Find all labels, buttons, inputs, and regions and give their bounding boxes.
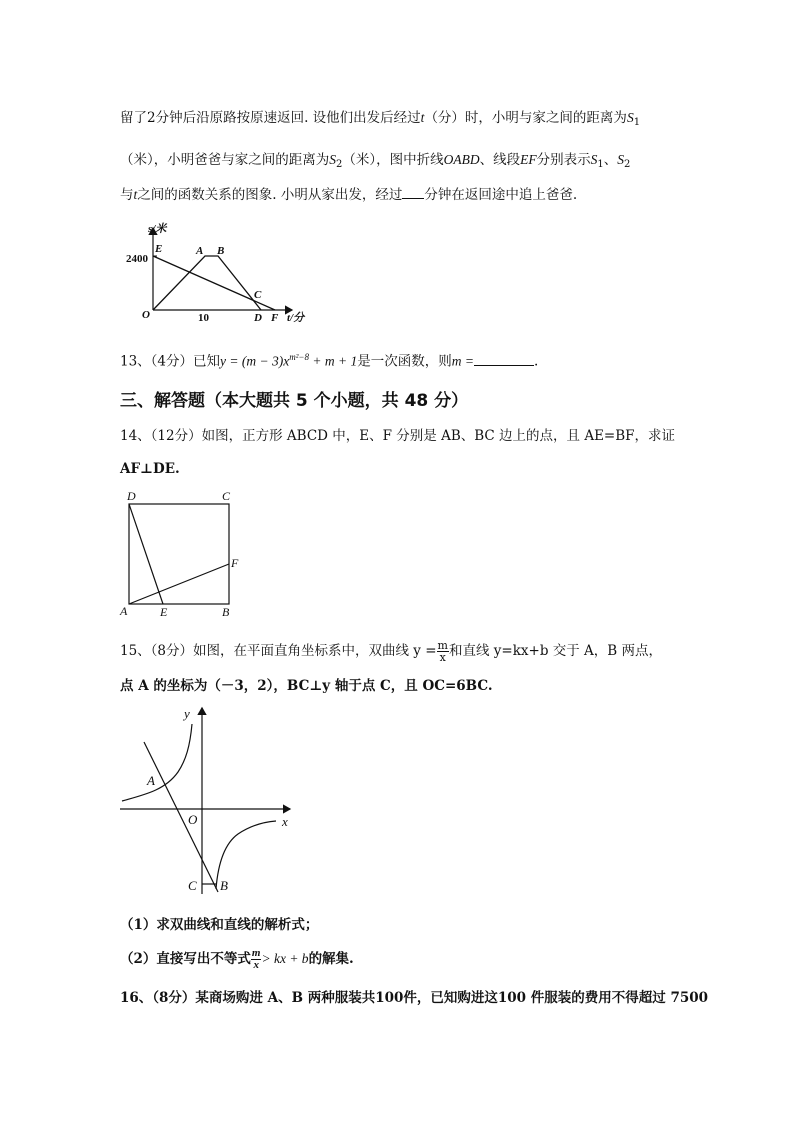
q12-line-oabd [153, 256, 261, 310]
q14-label-d: D [127, 489, 136, 503]
q15-sub2-den: x [253, 959, 259, 971]
q14-segment-de [129, 504, 163, 604]
q13-prefix: 13、（4分）已知 [120, 353, 221, 370]
q15-sub2-fraction [251, 948, 262, 971]
q13-m-eq: m = [451, 353, 474, 369]
q12-ylabel: s/米 [148, 223, 167, 235]
var-oabd: OABD [443, 152, 480, 167]
q14-square [129, 504, 229, 604]
sub-2-b: 2 [624, 159, 631, 170]
q15-hyperbola-left [122, 724, 192, 801]
q12-pt-o: O [142, 309, 150, 321]
q15-label-b: B [220, 878, 228, 893]
sub-2: 2 [336, 159, 343, 170]
q13-formula: y = (m − 3)x [220, 353, 290, 369]
q15-label-x: x [282, 814, 288, 829]
q12-text-1b: （分）时，小明与家之间的距离为 [424, 110, 627, 126]
q12-line-2 [120, 151, 630, 174]
var-s2: S [329, 152, 336, 167]
sub-1-b: 1 [597, 159, 604, 170]
q13-formula-tail: + m + 1 [309, 353, 358, 369]
var-s1-b: S [590, 152, 598, 167]
var-s2-b: S [617, 152, 624, 167]
q14-line-2: AF⊥DE. [120, 461, 180, 477]
q16-line-1: 16、（8分）某商场购进 A、B 两种服装共100件，已知购进这100 件服装的费用不得超过 7500 [120, 990, 709, 1006]
q12-text-2a: （米），小明爸爸与家之间的距离为 [120, 152, 330, 168]
q13-exponent: m²−8 [289, 352, 310, 362]
q12-pt-f: F [271, 312, 279, 324]
q12-text-3c: 分钟在返回途中追上爸爸. [424, 187, 578, 203]
q15-sub-2 [120, 948, 354, 971]
q15-label-o: O [188, 812, 198, 827]
q15-line-1 [120, 640, 662, 663]
q12-text-2d: 分别表示 [536, 152, 591, 168]
q14-label-b: B [222, 605, 230, 619]
q15-fraction-m-over-x [437, 640, 449, 663]
q14-label-a: A [120, 604, 128, 618]
q12-pt-e: E [155, 243, 163, 255]
q14-label-f: F [231, 556, 239, 570]
q15-coordinate-figure [118, 704, 298, 896]
var-ef: EF [520, 152, 537, 167]
var-s1: S [626, 110, 634, 125]
q15-sub2-text-a: （2）直接写出不等式 [120, 951, 251, 967]
q15-sub2-ineq: > kx + b [261, 951, 309, 966]
q12-distance-time-graph [120, 222, 310, 324]
q12-text-3b: 之间的函数关系的图象. 小明从家出发，经过 [137, 187, 403, 203]
q15-frac-den: x [439, 651, 446, 664]
q12-ytick-2400: 2400 [126, 253, 148, 265]
q14-line-1: 14、（12分）如图，正方形 ABCD 中，E、F 分别是 AB、BC 边上的点，且 AE=BF，求证 [120, 428, 676, 444]
q14-square-figure [118, 488, 248, 623]
q12-text-2b: （米），图中折线 [342, 152, 444, 168]
q15-text-1a: 15、（8分）如图，在平面直角坐标系中，双曲线 y = [120, 643, 437, 659]
var-t-b: t [133, 187, 138, 202]
q12-line-3 [120, 186, 577, 204]
q12-text-2e: 、 [603, 152, 618, 168]
q15-line-2: 点 A 的坐标为（－3，2），BC⊥y 轴于点 C，且 OC=6BC. [120, 678, 493, 694]
q13-mid: 是一次函数，则 [357, 353, 452, 370]
q15-sub2-text-c: 的解集. [308, 951, 354, 967]
q12-xtick-10: 10 [198, 312, 209, 324]
q12-text-1a: 留了2分钟后沿原路按原速返回. 设他们出发后经过 [120, 110, 421, 126]
q12-pt-a: A [196, 245, 204, 257]
answer-blank-12[interactable] [402, 186, 424, 199]
var-t: t [420, 110, 425, 125]
section-3-title: 三、解答题（本大题共 5 个小题，共 48 分） [120, 391, 469, 411]
q12-line-1 [120, 109, 640, 132]
q12-pt-d: D [254, 312, 262, 324]
q15-sub-1: （1）求双曲线和直线的解析式； [120, 917, 319, 933]
answer-blank-13[interactable] [474, 353, 534, 366]
q15-line-kxb [144, 742, 218, 892]
q12-xlabel: t/分 [287, 312, 305, 324]
q14-label-e: E [160, 605, 168, 619]
q12-text-3a: 与 [120, 187, 134, 203]
q14-label-c: C [222, 489, 231, 503]
q15-frac-num: m [437, 639, 448, 652]
q12-pt-c: C [254, 289, 262, 301]
q15-label-a: A [147, 773, 155, 788]
q15-sub2-num: m [251, 947, 261, 959]
q13-end: . [533, 353, 539, 370]
q14-segment-af [129, 564, 229, 604]
q12-pt-b: B [217, 245, 225, 257]
q13-line [120, 348, 538, 371]
q15-text-1b: 和直线 y=kx+b 交于 A，B 两点， [448, 643, 663, 659]
q15-label-y: y [184, 706, 190, 721]
q12-text-2c: 、线段 [479, 152, 521, 168]
q15-label-c: C [188, 878, 197, 893]
sub-1: 1 [633, 117, 641, 128]
q12-line-ef [153, 256, 275, 310]
